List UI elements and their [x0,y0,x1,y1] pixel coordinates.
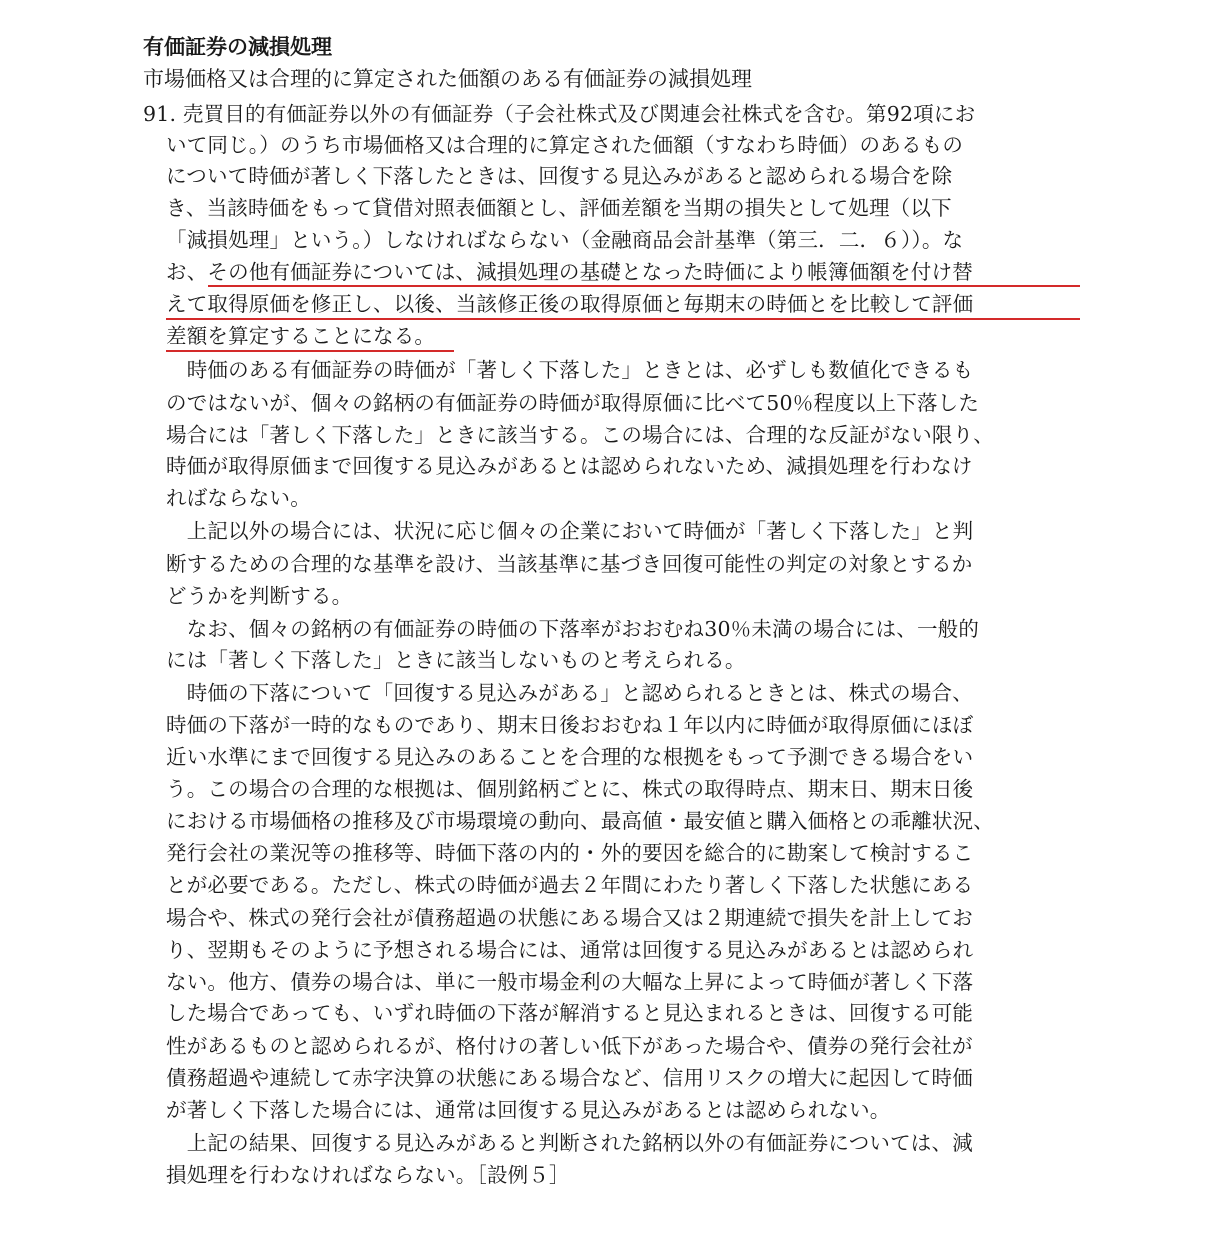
paragraph-91-line-4: き、当該時価をもって貸借対照表価額とし、評価差額を当期の損失として処理（以下 [166,196,952,220]
paragraph-3-line-2: 断するための合理的な基準を設け、当該基準に基づき回復可能性の判定の対象とするか [166,552,973,576]
paragraph-91-line-2: いて同じ。）のうち市場価格又は合理的に算定された価額（すなわち時価）のあるもの [166,133,964,157]
paragraph-5-line-7: とが必要である。ただし、株式の時価が過去２年間にわたり著しく下落した状態にある [166,873,974,897]
red-underline-3 [166,350,454,352]
paragraph-5-line-1: 時価の下落について「回復する見込みがある」と認められるときとは、株式の場合、 [166,681,973,705]
paragraph-3-line-3: どうかを判断する。 [166,584,353,608]
paragraph-91-line-8: 差額を算定することになる。 [166,324,436,348]
paragraph-91-line-5: 「減損処理」という。）しなければならない（金融商品会計基準（第三．二．６））。な [166,228,964,252]
paragraph-2-line-3: 場合には「著しく下落した」ときに該当する。この場合には、合理的な反証がない限り、 [166,423,994,447]
paragraph-5-line-14: が著しく下落した場合には、通常は回復する見込みがあるとは認められない。 [166,1098,891,1122]
paragraph-91-line-7: えて取得原価を修正し、以後、当該修正後の取得原価と毎期末の時価とを比較して評価 [166,292,974,316]
paragraph-5-line-4: う。この場合の合理的な根拠は、個別銘柄ごとに、株式の取得時点、期末日、期末日後 [166,777,974,801]
paragraph-5-line-8: 場合や、株式の発行会社が債務超過の状態にある場合又は２期連続で損失を計上してお [166,906,973,930]
paragraph-5-line-6: 発行会社の業況等の推移等、時価下落の内的・外的要因を総合的に勘案して検討するこ [166,841,974,865]
paragraph-5-line-2: 時価の下落が一時的なものであり、期末日後おおむね１年以内に時価が取得原価にほぼ [166,713,974,737]
paragraph-2-line-2: のではないが、個々の銘柄の有価証券の時価が取得原価に比べて50％程度以上下落した [166,391,980,415]
paragraph-5-line-11: した場合であっても、いずれ時価の下落が解消すると見込まれるときは、回復する可能 [166,1001,974,1025]
red-underline-2 [166,318,1080,320]
paragraph-4-line-2: には「著しく下落した」ときに該当しないものと考えられる。 [166,648,746,672]
red-underline-1 [208,285,1080,287]
paragraph-5-line-10: ない。他方、債券の場合は、単に一般市場金利の大幅な上昇によって時価が著しく下落 [166,970,974,994]
paragraph-2-line-1: 時価のある有価証券の時価が「著しく下落した」ときとは、必ずしも数値化できるも [166,358,974,382]
paragraph-2-line-4: 時価が取得原価まで回復する見込みがあるとは認められないため、減損処理を行わなけ [166,454,973,478]
section-subtitle: 市場価格又は合理的に算定された価額のある有価証券の減損処理 [143,67,752,91]
paragraph-6-line-1: 上記の結果、回復する見込みがあると判断された銘柄以外の有価証券については、減 [166,1131,973,1155]
paragraph-4-line-1: なお、個々の銘柄の有価証券の時価の下落率がおおむね30％未満の場合には、一般的 [166,617,980,641]
paragraph-5-line-3: 近い水準にまで回復する見込みのあることを合理的な根拠をもって予測できる場合をい [166,745,974,769]
paragraph-5-line-9: り、翌期もそのように予想される場合には、通常は回復する見込みがあるとは認められ [166,938,974,962]
paragraph-5-line-12: 性があるものと認められるが、格付けの著しい低下があった場合や、債券の発行会社が [166,1034,973,1058]
section-title: 有価証券の減損処理 [143,35,332,59]
paragraph-91-line-6: お、その他有価証券については、減損処理の基礎となった時価により帳簿価額を付け替 [166,260,973,284]
paragraph-3-line-1: 上記以外の場合には、状況に応じ個々の企業において時価が「著しく下落した」と判 [166,519,974,543]
paragraph-6-line-2: 損処理を行わなければならない。［設例５］ [166,1163,570,1187]
paragraph-5-line-5: における市場価格の推移及び市場環境の動向、最高値・最安値と購入価格との乖離状況、 [166,809,994,833]
paragraph-2-line-5: ればならない。 [166,486,311,510]
paragraph-91-line-3: について時価が著しく下落したときは、回復する見込みがあると認められる場合を除 [166,164,953,188]
paragraph-5-line-13: 債務超過や連続して赤字決算の状態にある場合など、信用リスクの増大に起因して時価 [166,1066,973,1090]
paragraph-91-line-1: 91. 売買目的有価証券以外の有価証券（子会社株式及び関連会社株式を含む。第92項にお [143,102,976,126]
